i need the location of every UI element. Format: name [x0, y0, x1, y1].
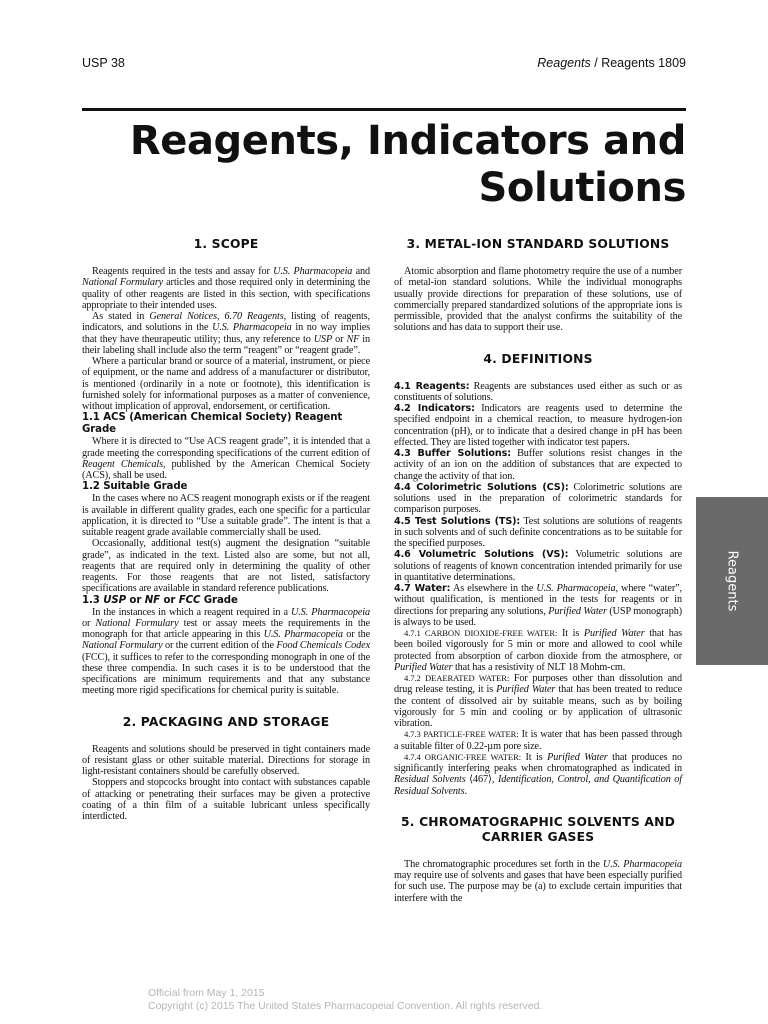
page-title-line-1: Reagents, Indicators and: [129, 118, 686, 164]
footer-watermark: [148, 987, 542, 1013]
definition-buffer-solutions: 4.3 Buffer Solutions: Buffer solutions resist changes in the activity of an ion on the addition of substances that are expected to change the activity of that ion.: [394, 448, 683, 482]
definition-water: 4.7 Water: As elsewhere in the U.S. Pharmacopeia, where “water”, without qualification, is mentioned in the tests for reagents or in directions for preparing any solutions, Purified Water (USP monograph) is always to be used.: [394, 583, 682, 628]
paragraph: As stated in General Notices, 6.70 Reagents, listing of reagents, indicators, and solutions in the U.S. Pharmacopeia in no way implies that they have theurapeutic utility; thus, any reference to USP or NF in their labeling shall include also the term “reagent” or “reagent grade”.: [82, 311, 371, 356]
subdefinition-deaerated-water: 4.7.2 DEAERATED WATER: For purposes other than dissolution and drug release testing, it is Purified Water that has been treated to reduce the content of dissolved air by suitable means, such as by boiling vigorously for 5 min and cooling or by application of ultrasonic vibration.: [394, 673, 682, 729]
subdefinition-particle-free-water: 4.7.3 PARTICLE-FREE WATER: It is water that has been passed through a suitable filter of 0.22-µm pore size.: [394, 729, 682, 752]
running-header-right: [537, 56, 686, 70]
subdefinition-organic-free-water: 4.7.4 ORGANIC-FREE WATER: It is Purified Water that produces no significantly interfering peaks when chromatographed as indicated in Residual Solvents ⟨467⟩, Identification, Control, and Quantification of Residual Solvents.: [394, 751, 682, 797]
right-column: [394, 237, 682, 904]
page-title: [126, 118, 686, 212]
running-header-left: USP 38: [82, 56, 125, 70]
section-heading-scope: 1. SCOPE: [193, 237, 259, 251]
section-heading-metal-ion: 3. METAL-ION STANDARD SOLUTIONS: [406, 237, 670, 251]
paragraph: Where a particular brand or source of a material, instrument, or piece of equipment, or the name and address of a manufacturer or distributor, is mentioned (ordinarily in a note or footnote), this identification is furnished solely for informational purposes as a matter of convenience, without implication of approval, endorsement, or certification.: [82, 356, 370, 412]
paragraph: In the instances in which a reagent required in a U.S. Pharmacopeia or National Formulary test or assay meets the requirements in the monograph for that article appearing in this U.S. Pharmacopeia or the National Formulary or the current edition of the Food Chemicals Codex (FCC), it suffices to refer to the corresponding monograph in one of the these three compendia. In such cases it is to be understood that the specifications are minimum requirements and that any substance meeting more rigid specifications for chemical purity is suitable.: [82, 606, 371, 697]
page-title-line-2: Solutions: [478, 165, 686, 211]
paragraph: Reagents and solutions should be preserved in tight containers made of resistant glass or other suitable material. Directions for storage in light-resistant containers should be carefully observed.: [82, 743, 370, 777]
definition-reagents: 4.1 Reagents: Reagents are substances used either as such or as constituents of solutions.: [394, 380, 682, 403]
section-heading-definitions: 4. DEFINITIONS: [483, 351, 593, 366]
side-tab-reagents[interactable]: [696, 497, 768, 665]
paragraph: Where it is directed to “Use ACS reagent grade”, it is intended that a grade meeting the corresponding specifications of the current edition of Reagent Chemicals, published by the American Chemical Society (ACS), shall be used.: [82, 436, 371, 481]
running-header-section: Reagents: [537, 56, 591, 70]
subdefinition-carbon-dioxide-free-water: 4.7.1 CARBON DIOXIDE-FREE WATER: It is Purified Water that has been boiled vigorously for 5 min or more and allowed to cool while protected from absorption of carbon dioxide from the atmosphere, or Purified Water that has a resistivity of NLT 18 Mohm-cm.: [394, 628, 682, 673]
definition-indicators: 4.2 Indicators: Indicators are reagents used to determine the specified endpoint in a chemical reaction, to measure hydrogen-ion concentration (pH), or to indicate that a desired change in pH has been effected. They are listed together with indicator test papers.: [394, 403, 682, 448]
definition-test-solutions: 4.5 Test Solutions (TS): Test solutions are solutions of reagents in such solvents and of such definite concentrations as to be suitable for the specified purposes.: [394, 515, 683, 549]
subheading-acs-grade: 1.1 ACS (American Chemical Society) Reagent Grade: [82, 412, 343, 436]
paragraph: Stoppers and stopcocks brought into contact with substances capable of attacking or penetrating their surfaces may be given a protective coating of a thin film of a suitable lubricant unless specifically interdicted.: [82, 777, 370, 822]
footer-line-1: Official from May 1, 2015: [148, 987, 265, 999]
paragraph: Occasionally, additional test(s) augment the designation “suitable grade”, as indicated in the text. Listed also are some, but not all, reagents that are required only in determining the quality of other reagents. For those reagents that are not listed, satisfactory specifications are available in standard reference publications.: [82, 538, 370, 595]
definition-colorimetric-solutions: 4.4 Colorimetric Solutions (CS): Colorimetric solutions are solutions used in the preparation of colorimetric standards for comparison purposes.: [394, 481, 682, 516]
subheading-usp-nf-fcc-grade: 1.3 USP or NF or FCC Grade: [82, 594, 238, 606]
left-column: [82, 237, 370, 822]
side-tab-label: Reagents: [724, 550, 740, 612]
section-heading-packaging: 2. PACKAGING AND STORAGE: [122, 714, 330, 729]
paragraph: The chromatographic procedures set forth in the U.S. Pharmacopeia may require use of solvents and gases that have been especially purified for such use. The purpose may be (a) to exclude certain impurities that interfere with the: [394, 858, 682, 904]
section-heading-chromatographic: 5. CHROMATOGRAPHIC SOLVENTS AND CARRIER GASES: [400, 814, 676, 844]
subheading-suitable-grade: 1.2 Suitable Grade: [82, 481, 188, 493]
header-rule: [82, 108, 686, 111]
paragraph: Reagents required in the tests and assay for U.S. Pharmacopeia and National Formulary articles and those required only in determining the quality of other reagents are listed in this section, with specifications appropriate to their intended uses.: [82, 266, 371, 311]
running-header-page: / Reagents 1809: [590, 56, 686, 70]
paragraph: Atomic absorption and flame photometry require the use of a number of metal-ion standard solutions. While the individual monographs usually provide directions for preparation of these solutions, use of commercially prepared standardized solutions of the appropriate ions is permissible, provided that the analyst confirms the suitability of the solutions and has data to support their use.: [394, 266, 682, 334]
footer-line-2: Copyright (c) 2015 The United States Pharmacopeial Convention. All rights reserved.: [148, 1000, 543, 1012]
paragraph: In the cases where no ACS reagent monograph exists or if the reagent is available in different quality grades, each one specific for a particular application, it is directed to “Use a suitable grade”. The intent is that a suitable reagent grade available commercially shall be used.: [82, 493, 370, 538]
definition-volumetric-solutions: 4.6 Volumetric Solutions (VS): Volumetric solutions are solutions of reagents of known concentration intended primarily for use in quantitative determinations.: [394, 549, 683, 583]
